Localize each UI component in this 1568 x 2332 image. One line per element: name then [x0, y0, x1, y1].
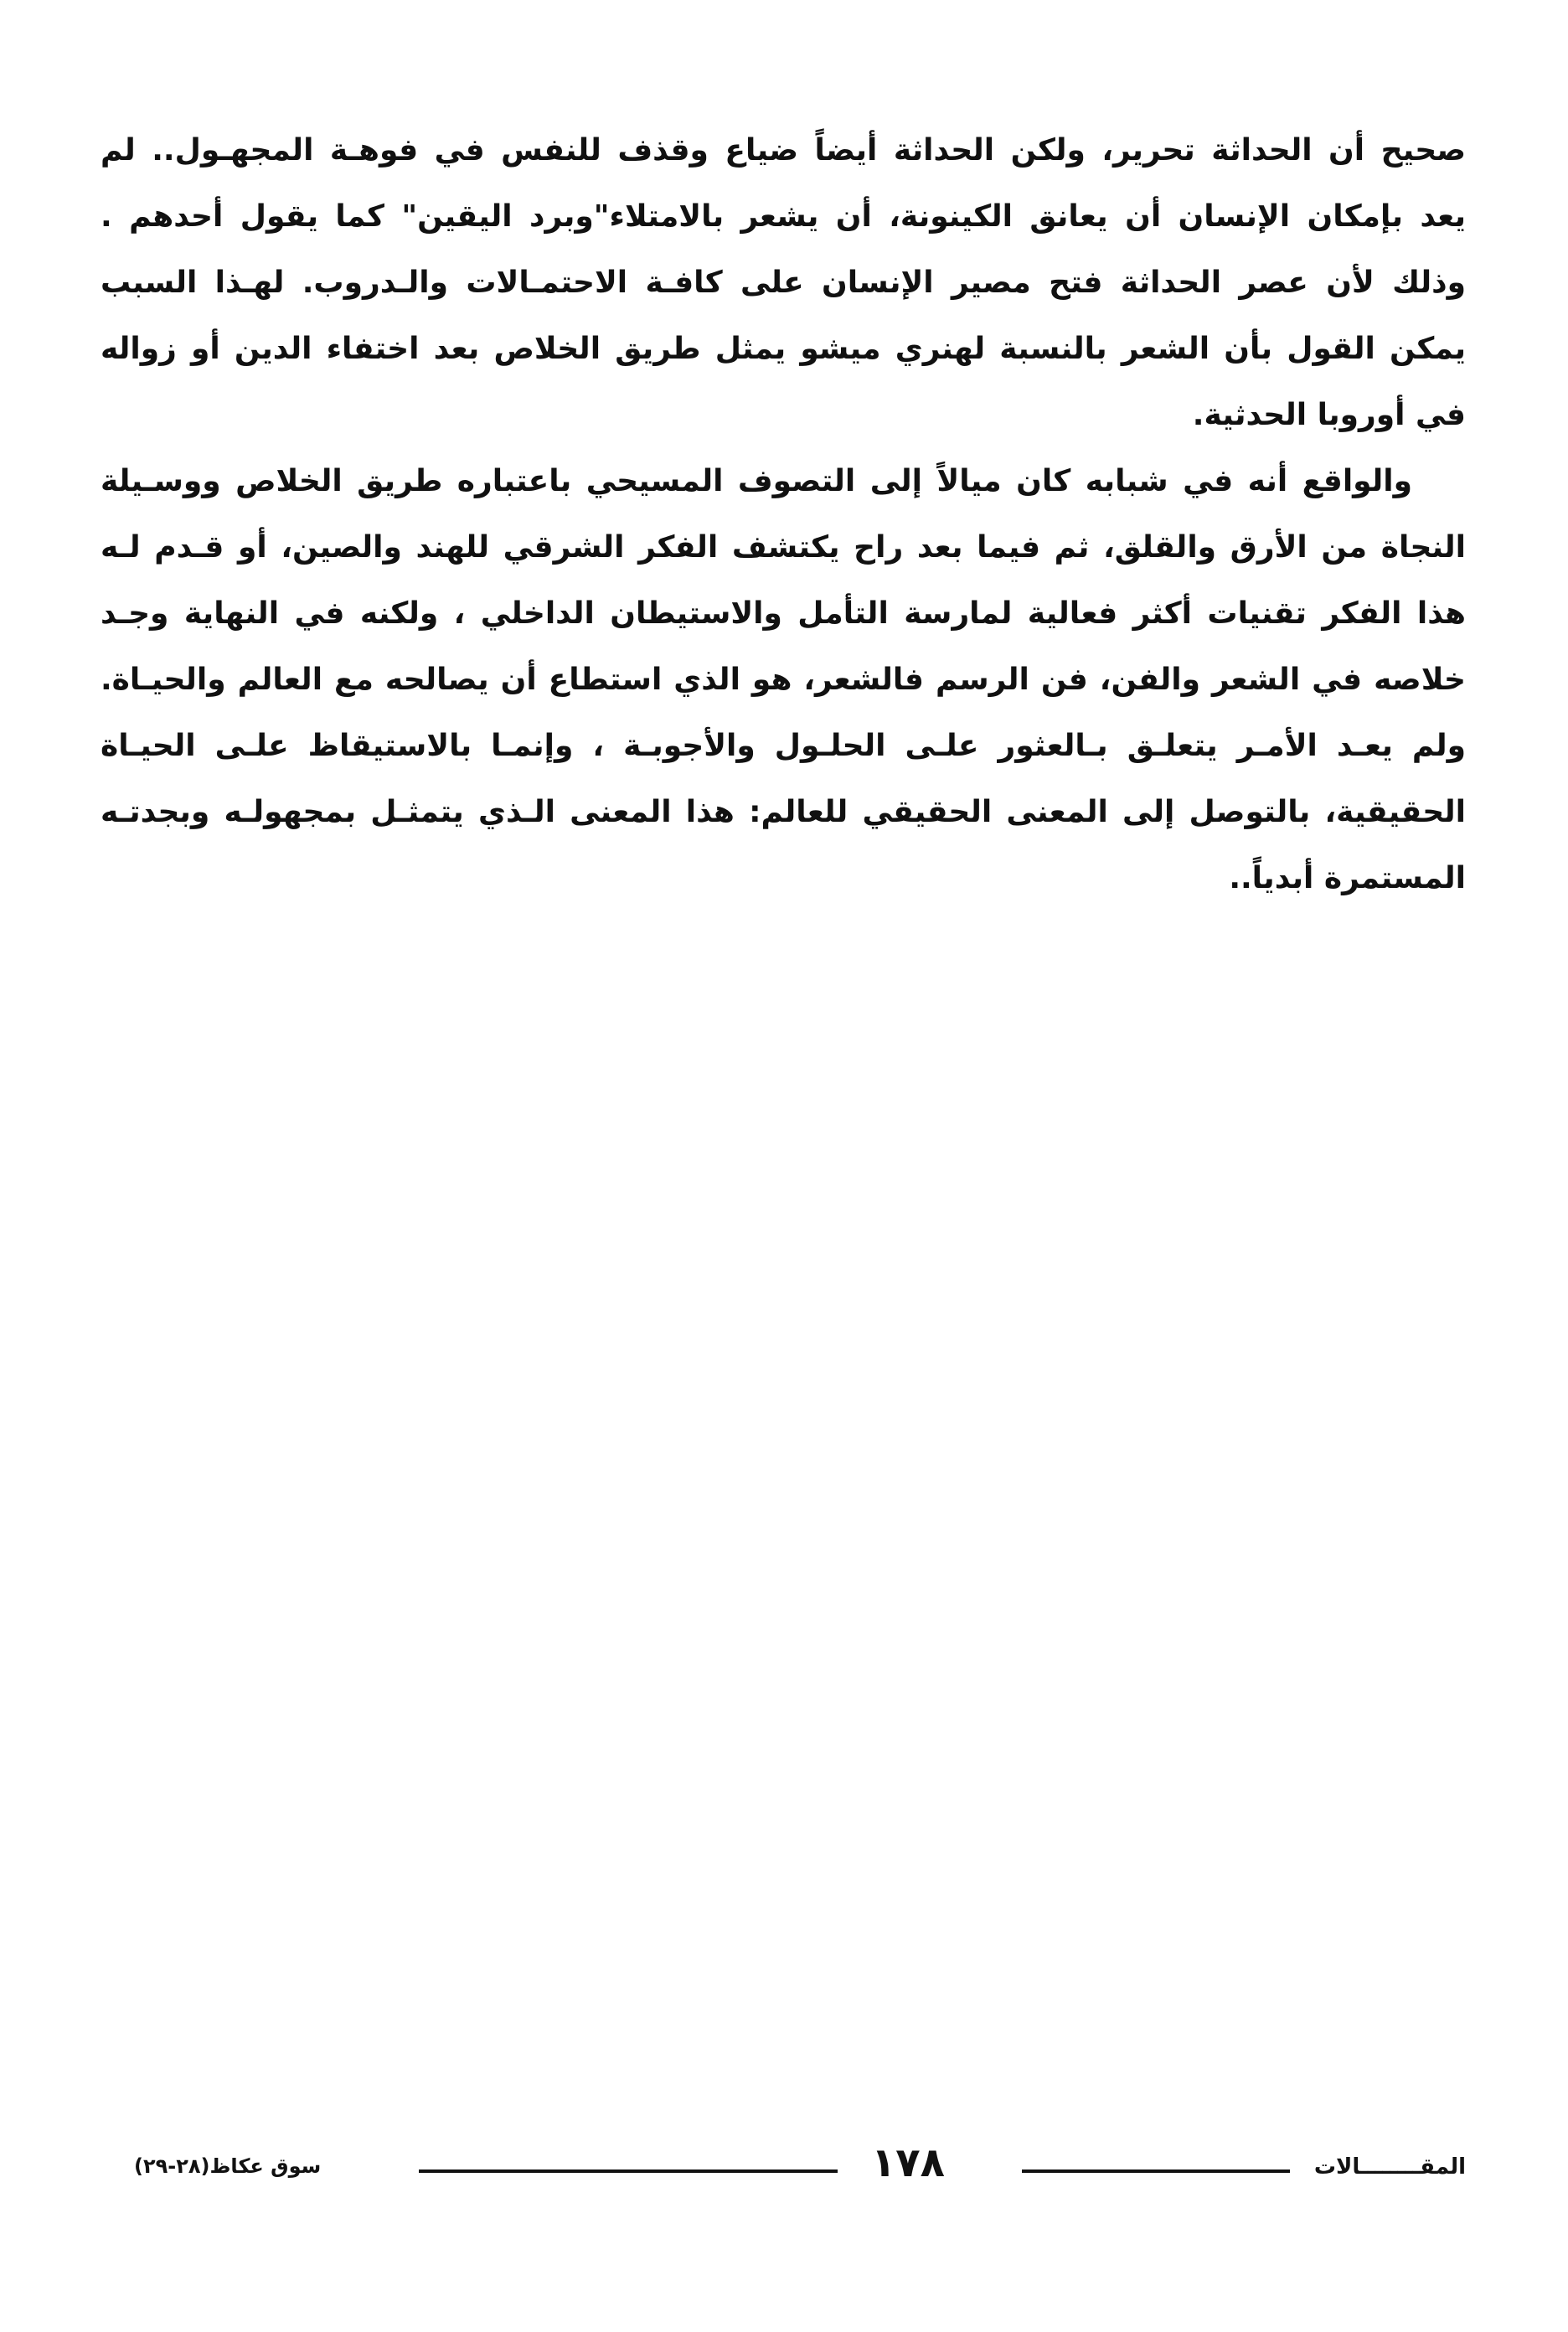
- footer-rule-right: [1022, 2169, 1290, 2173]
- article-body: [101, 117, 1466, 911]
- text-line: يمكن القول بأن الشعر بالنسبة لهنري ميشو يمثل طريق الخلاص بعد اختفاء الدين أو زواله: [101, 332, 1466, 366]
- text-line: ولم يعـد الأمـر يتعلـق بـالعثور علـى الحلـول والأجوبـة ، وإنمـا بالاستيقاظ علـى الحيـاة: [101, 729, 1466, 763]
- text-line: الحقيقية، بالتوصل إلى المعنى الحقيقي للعالم: هذا المعنى الـذي يتمثـل بمجهولـه وبجدتـه: [101, 795, 1466, 829]
- journal-name: سوق عكاظ(٢٨-٢٩): [134, 2154, 322, 2178]
- page-number: ١٧٨: [871, 2139, 945, 2186]
- section-title: المقــــــــالات: [1313, 2154, 1466, 2180]
- paragraph-2: [101, 448, 1466, 911]
- text-line: خلاصه في الشعر والفن، فن الرسم فالشعر، هو الذي استطاع أن يصالحه مع العالم والحيـاة.: [101, 663, 1466, 697]
- text-line: والواقع أنه في شبابه كان ميالاً إلى التصوف المسيحي باعتباره طريق الخلاص ووسـيلة: [101, 464, 1412, 498]
- page-footer: [134, 2139, 1466, 2195]
- text-line: يعد بإمكان الإنسان أن يعانق الكينونة، أن يشعر بالامتلاء"وبرد اليقين" كما يقول أحدهم .: [101, 199, 1466, 234]
- text-line: في أوروبا الحدثية.: [1192, 398, 1466, 432]
- text-line: صحيح أن الحداثة تحرير، ولكن الحداثة أيضاً ضياع وقذف للنفس في فوهـة المجهـول.. لم: [101, 133, 1466, 168]
- footer-rule-left: [419, 2169, 838, 2173]
- text-line: النجاة من الأرق والقلق، ثم فيما بعد راح يكتشف الفكر الشرقي للهند والصين، أو قـدم لـه: [101, 530, 1466, 565]
- text-line: المستمرة أبدياً..: [1229, 861, 1466, 895]
- paragraph-1: [101, 117, 1466, 448]
- text-line: هذا الفكر تقنيات أكثر فعالية لمارسة التأمل والاستيطان الداخلي ، ولكنه في النهاية وجـد: [101, 596, 1466, 631]
- text-line: وذلك لأن عصر الحداثة فتح مصير الإنسان على كافـة الاحتمـالات والـدروب. لهـذا السبب: [101, 266, 1466, 300]
